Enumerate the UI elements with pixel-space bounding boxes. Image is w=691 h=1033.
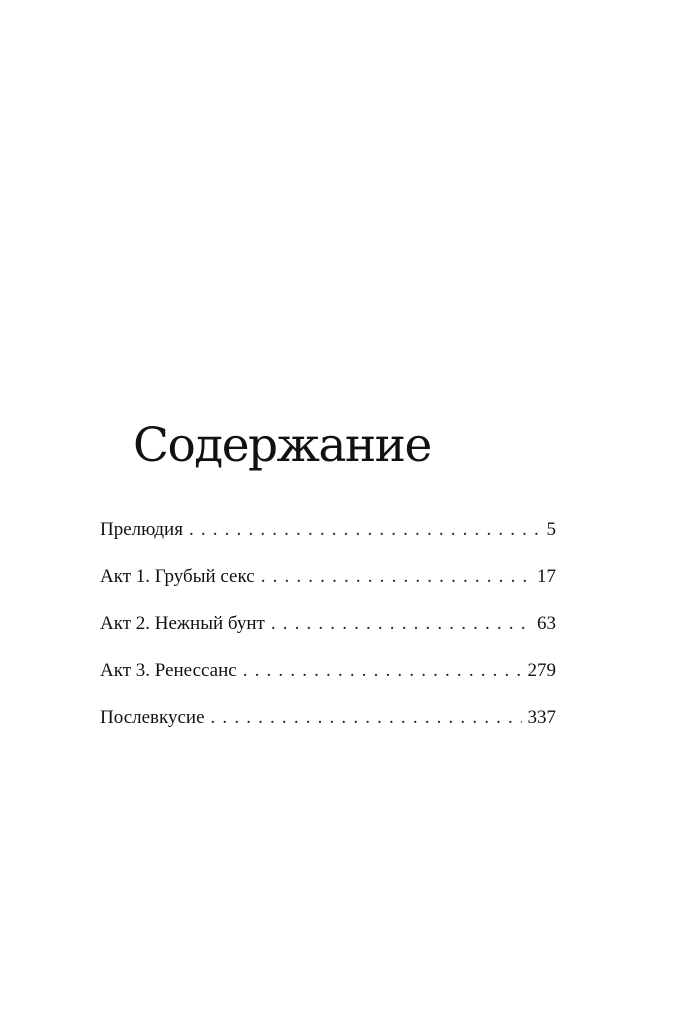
toc-entry-act-3[interactable] (100, 657, 556, 704)
toc-page-number: 17 (537, 566, 556, 587)
toc-entry-label: Акт 3. Ренессанс (100, 660, 237, 681)
toc-page-number: 63 (537, 613, 556, 634)
toc-entry-label: Акт 1. Грубый секс (100, 566, 255, 587)
toc-entry-aftertaste[interactable] (100, 704, 556, 751)
toc-page-number: 337 (527, 707, 556, 728)
toc-page-number: 5 (546, 519, 556, 540)
dot-leader (261, 563, 531, 591)
table-of-contents (100, 516, 556, 751)
toc-entry-act-2[interactable] (100, 610, 556, 657)
toc-entry-label: Акт 2. Нежный бунт (100, 613, 265, 634)
dot-leader (271, 610, 531, 638)
dot-leader (211, 704, 522, 732)
page-title: Содержание (133, 418, 431, 473)
dot-leader (189, 516, 541, 544)
toc-page-number: 279 (527, 660, 556, 681)
toc-entry-label: Прелюдия (100, 519, 183, 540)
toc-entry-act-1[interactable] (100, 563, 556, 610)
toc-entry-prelude[interactable] (100, 516, 556, 563)
toc-entry-label: Послевкусие (100, 707, 205, 728)
dot-leader (243, 657, 522, 685)
